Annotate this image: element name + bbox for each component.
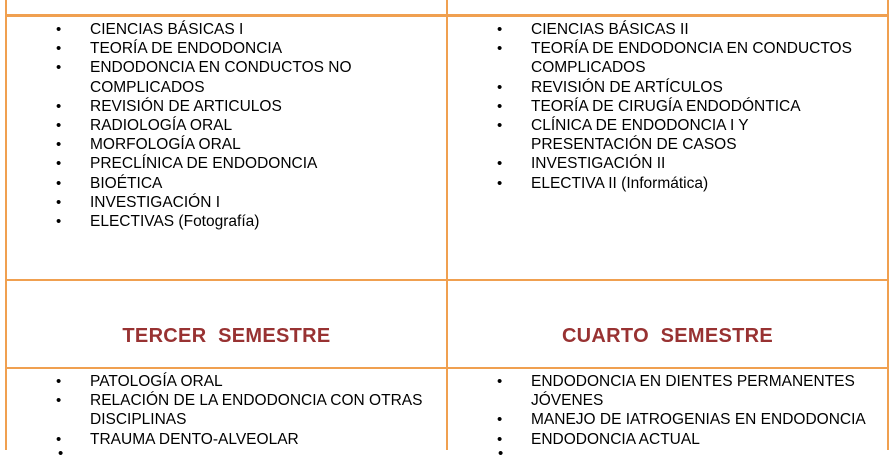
fourth-semester-course-list [497, 372, 883, 449]
course-item [56, 391, 440, 429]
bullet-icon: • [56, 430, 62, 448]
course-name-line: ENDODONCIA EN DIENTES PERMANENTES [531, 373, 855, 390]
course-name-line: CIENCIAS BÁSICAS II [531, 21, 689, 38]
course-item [56, 39, 440, 58]
course-item [56, 135, 440, 154]
course-item [56, 116, 440, 135]
course-name-line: TEORÍA DE ENDODONCIA EN CONDUCTOS [531, 40, 852, 58]
bullet-icon: • [56, 213, 62, 231]
bullet-icon: • [58, 445, 64, 462]
course-name-line: MORFOLOGÍA ORAL [90, 136, 241, 154]
bullet-icon: • [497, 174, 503, 192]
third-semester-heading: TERCER SEMESTRE [122, 325, 331, 347]
first-semester-course-list [56, 20, 440, 231]
course-name-line: MANEJO DE IATROGENIAS EN ENDODONCIA [531, 411, 866, 429]
bullet-icon: • [56, 117, 62, 135]
course-name-line: BIOÉTICA [90, 174, 163, 192]
course-item [497, 97, 883, 116]
course-item [497, 430, 883, 449]
bullet-icon: • [497, 430, 503, 448]
course-item [56, 212, 440, 231]
bullet-icon: • [56, 40, 62, 58]
second-semester-cell [497, 20, 883, 193]
course-item [56, 430, 440, 449]
course-name-line: RADIOLOGÍA ORAL [90, 117, 233, 135]
bullet-icon: • [56, 136, 62, 154]
course-item [497, 20, 883, 39]
table-border-right [887, 0, 889, 450]
bullet-icon: • [56, 21, 62, 38]
bullet-icon: • [56, 174, 62, 192]
course-name-line: CLÍNICA DE ENDODONCIA I Y [531, 117, 749, 135]
bullet-icon: • [56, 373, 62, 390]
bullet-icon: • [56, 193, 62, 211]
course-name-line: TEORÍA DE ENDODONCIA [90, 40, 283, 58]
course-name-line: PRECLÍNICA DE ENDODONCIA [90, 155, 318, 173]
course-item [497, 410, 883, 429]
bullet-icon: • [497, 155, 503, 173]
bullet-icon: • [497, 97, 503, 115]
course-item [497, 372, 883, 410]
course-item [497, 39, 883, 77]
course-name-line: COMPLICADOS [90, 78, 205, 96]
course-item [56, 372, 440, 391]
course-name-line: RELACIÓN DE LA ENDODONCIA CON OTRAS [90, 392, 423, 410]
first-semester-cell [56, 20, 440, 231]
bullet-icon: • [497, 40, 503, 58]
course-name-line: TEORÍA DE CIRUGÍA ENDODÓNTICA [531, 97, 801, 115]
course-name-line: TRAUMA DENTO-ALVEOLAR [90, 430, 299, 448]
course-name-line: JÓVENES [531, 392, 604, 410]
bullet-icon: • [56, 97, 62, 115]
bullet-icon: • [497, 21, 503, 38]
course-name-line: PRESENTACIÓN DE CASOS [531, 136, 737, 154]
course-item [56, 154, 440, 173]
course-name-line: ENDODONCIA ACTUAL [531, 430, 700, 448]
course-item [56, 174, 440, 193]
fourth-semester-cell [497, 372, 883, 449]
course-item [56, 97, 440, 116]
course-item [497, 174, 883, 193]
fourth-semester-heading: CUARTO SEMESTRE [561, 325, 774, 347]
course-item [56, 58, 440, 96]
course-item [56, 20, 440, 39]
bullet-icon: • [56, 155, 62, 173]
bullet-icon: • [498, 445, 504, 462]
bullet-icon: • [497, 78, 503, 96]
course-name-line: INVESTIGACIÓN II [531, 155, 666, 173]
course-item [497, 78, 883, 97]
course-item [497, 154, 883, 173]
course-name-line: COMPLICADOS [531, 59, 646, 77]
bullet-icon: • [497, 411, 503, 429]
course-item [56, 193, 440, 212]
course-name-line: INVESTIGACIÓN I [90, 193, 221, 211]
course-name-line: REVISIÓN DE ARTICULOS [90, 97, 282, 115]
third-semester-course-list [56, 372, 440, 449]
table-border-center [446, 0, 448, 450]
course-name-line: ELECTIVAS (Fotografía) [90, 213, 260, 231]
course-name-line: ELECTIVA II (Informática) [531, 174, 709, 192]
course-name-line: REVISIÓN DE ARTÍCULOS [531, 78, 723, 96]
course-name-line: ENDODONCIA EN CONDUCTOS NO [90, 59, 352, 77]
bullet-icon: • [497, 373, 503, 390]
course-item [497, 116, 883, 154]
table-border-left [5, 0, 7, 450]
bullet-icon: • [56, 59, 62, 77]
bullet-icon: • [56, 392, 62, 410]
course-name-line: PATOLOGÍA ORAL [90, 373, 223, 390]
bullet-icon: • [497, 117, 503, 135]
third-semester-cell [56, 372, 440, 449]
course-name-line: CIENCIAS BÁSICAS I [90, 21, 244, 38]
course-name-line: DISCIPLINAS [90, 411, 187, 429]
second-semester-course-list [497, 20, 883, 193]
